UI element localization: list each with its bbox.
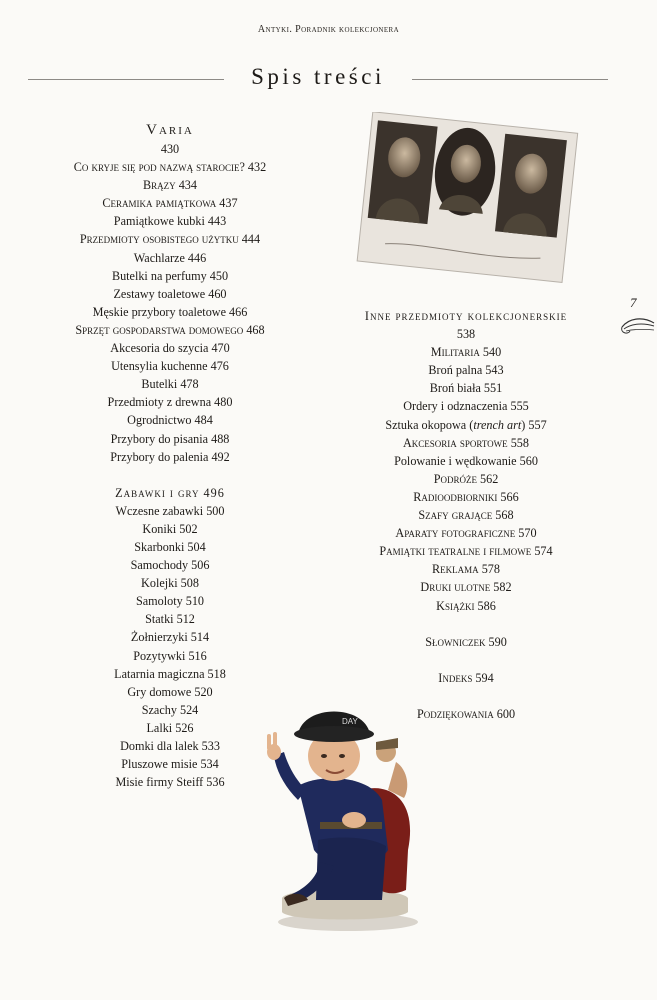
toc-item[interactable]: Ceramika pamiątkowa 437 xyxy=(102,196,238,211)
toc-item[interactable]: Męskie przybory toaletowe 466 xyxy=(92,304,248,319)
toc-item[interactable]: Druki ulotne 582 xyxy=(420,580,512,595)
toc-item-italic-text: trench art xyxy=(473,417,522,432)
toc-item-podziekowania[interactable]: Podziękowania 600 xyxy=(416,706,516,721)
toc-item[interactable]: Podróże 562 xyxy=(433,471,499,486)
svg-text:DAY: DAY xyxy=(342,717,358,726)
soldiers-postcard-image xyxy=(350,112,582,290)
toc-item[interactable]: Co kryje się pod nazwą starocie? 432 xyxy=(73,160,267,175)
inne-list xyxy=(326,343,606,614)
toc-item[interactable]: Przybory do pisania 488 xyxy=(110,431,230,446)
churchill-toby-jug-image xyxy=(258,690,430,934)
toc-item[interactable]: Latarnia magiczna 518 xyxy=(114,666,226,681)
section-title-varia: Varia xyxy=(146,122,194,138)
toc-item[interactable]: Ogrodnictwo 484 xyxy=(127,413,213,428)
toc-item[interactable]: Statki 512 xyxy=(145,612,195,627)
toc-item[interactable]: Broń biała 551 xyxy=(429,381,503,396)
toc-item[interactable]: Polowanie i wędkowanie 560 xyxy=(394,453,538,468)
toc-item[interactable]: Radioodbiorniki 566 xyxy=(413,489,519,504)
toc-item[interactable]: Pamiątki teatralne i filmowe 574 xyxy=(379,544,553,559)
toc-item[interactable] xyxy=(326,416,606,434)
toc-item[interactable]: Domki dla lalek 533 xyxy=(120,739,220,753)
toc-item[interactable]: Wczesne zabawki 500 xyxy=(115,503,225,518)
toc-item[interactable]: Akcesoria sportowe 558 xyxy=(403,435,529,450)
toc-item[interactable]: Aparaty fotograficzne 570 xyxy=(395,526,537,541)
toc-item-text: Sztuka okopowa ( xyxy=(385,417,474,432)
section-heading-zabawki: Zabawki i gry 496 xyxy=(115,485,225,500)
section-page-varia: 430 xyxy=(160,142,180,156)
toc-item[interactable]: Koniki 502 xyxy=(142,521,198,536)
toc-item[interactable]: Żołnierzyki 514 xyxy=(130,630,210,645)
toc-item[interactable]: Pamiątkowe kubki 443 xyxy=(113,214,227,229)
toc-item[interactable]: Utensylia kuchenne 476 xyxy=(111,359,229,374)
toc-item[interactable]: Samochody 506 xyxy=(130,558,210,573)
toc-item[interactable]: Książki 586 xyxy=(436,598,496,613)
title-rule-left xyxy=(28,79,224,80)
toc-item[interactable]: Sprzęt gospodarstwa domowego 468 xyxy=(75,322,265,337)
toc-item[interactable]: Butelki na perfumy 450 xyxy=(111,268,229,283)
toc-item[interactable]: Zestawy toaletowe 460 xyxy=(113,286,227,301)
toc-item[interactable]: Skarbonki 504 xyxy=(134,539,206,554)
title-rule-right xyxy=(412,79,608,80)
toc-item[interactable]: Militaria 540 xyxy=(430,345,502,360)
toc-item[interactable]: Przedmioty z drewna 480 xyxy=(107,395,233,410)
toc-item[interactable]: Brązy 434 xyxy=(143,178,197,193)
toc-item[interactable]: Pluszowe misie 534 xyxy=(121,757,219,772)
toc-item[interactable]: Butelki 478 xyxy=(141,377,199,392)
toc-item-text: ) 557 xyxy=(521,417,547,432)
flourish-ornament-icon xyxy=(620,315,656,337)
toc-item[interactable]: Kolejki 508 xyxy=(141,576,199,591)
toc-item[interactable]: Misie firmy Steiff 536 xyxy=(115,775,225,790)
page-title: Spis treści xyxy=(251,64,385,89)
toc-right-column xyxy=(326,307,606,723)
title-row xyxy=(28,64,608,94)
toc-item[interactable]: Szafy grające 568 xyxy=(418,508,514,523)
toc-item-indeks[interactable]: Indeks 594 xyxy=(438,670,494,685)
toc-item[interactable]: Przybory do palenia 492 xyxy=(110,449,230,464)
toc-item[interactable]: Gry domowe 520 xyxy=(127,684,213,699)
toc-item-slowniczek[interactable]: Słowniczek 590 xyxy=(425,634,507,649)
page-number: 7 xyxy=(630,295,637,310)
toc-item[interactable]: Broń palna 543 xyxy=(428,363,504,378)
toc-item[interactable]: Samoloty 510 xyxy=(135,594,205,609)
toc-item[interactable]: Reklama 578 xyxy=(432,562,500,577)
toc-item[interactable]: Przedmioty osobistego użytku 444 xyxy=(79,232,261,247)
toc-item[interactable]: Ordery i odznaczenia 555 xyxy=(403,399,529,414)
toc-item[interactable]: Pozytywki 516 xyxy=(133,648,207,663)
toc-item[interactable]: Wachlarze 446 xyxy=(133,250,207,265)
toc-item[interactable]: Akcesoria do szycia 470 xyxy=(110,341,230,356)
varia-list xyxy=(45,158,295,466)
section-heading-inne: Inne przedmioty kolekcjonerskie xyxy=(364,309,568,323)
toc-item[interactable]: Szachy 524 xyxy=(141,702,199,717)
running-header: Antyki. Poradnik kolekcjonera xyxy=(257,24,400,35)
toc-item[interactable]: Lalki 526 xyxy=(146,720,194,735)
section-page-inne: 538 xyxy=(456,327,476,342)
